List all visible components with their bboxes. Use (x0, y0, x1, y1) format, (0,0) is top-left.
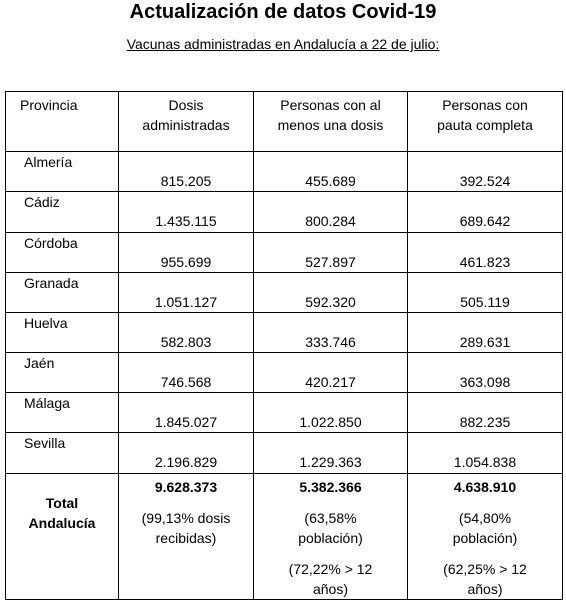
table-row-huelva (6, 313, 563, 353)
table-header-row (6, 92, 563, 152)
page-title: Actualización de datos Covid-19 (129, 1, 437, 23)
total-label-line1: Total (45, 495, 79, 511)
total-dosis-note-line1: (99,13% dosis (141, 510, 231, 526)
total-pauta-note2-line1: (62,25% > 12 (443, 561, 527, 577)
cell-pauta: 392.524 (408, 152, 563, 192)
table-row-cordoba (6, 233, 563, 273)
table-row-granada (6, 273, 563, 313)
total-pauta-note2-line2: años) (467, 581, 503, 597)
table-row-malaga (6, 393, 563, 433)
cell-dosis: 2.196.829 (119, 433, 254, 474)
vaccination-table (5, 91, 563, 600)
table-row-cadiz (6, 192, 563, 233)
total-una-dosis-value: 5.382.366 (299, 479, 362, 495)
header-una-dosis (254, 92, 408, 152)
header-pauta (408, 92, 563, 152)
cell-pauta: 461.823 (408, 233, 563, 273)
cell-total-una-dosis (254, 474, 408, 600)
cell-provincia: Córdoba (6, 233, 119, 273)
table-row-almeria (6, 152, 563, 192)
total-una-dosis-note-line2: población) (298, 530, 363, 546)
cell-total-pauta (408, 474, 563, 600)
header-pauta-line1: Personas con (442, 97, 528, 113)
total-pauta-value: 4.638.910 (453, 479, 517, 495)
cell-pauta: 289.631 (408, 313, 563, 353)
total-label-line2: Andalucía (28, 515, 96, 531)
table-row-jaen (6, 353, 563, 393)
cell-dosis: 1.845.027 (119, 393, 254, 433)
cell-provincia: Sevilla (6, 433, 119, 474)
total-pauta-note-line2: población) (452, 530, 518, 546)
page-subtitle: Vacunas administradas en Andalucía a 22 de julio: (126, 36, 440, 52)
header-una-dosis-line2: menos una dosis (277, 117, 384, 133)
total-una-dosis-note2-line1: (72,22% > 12 (288, 561, 373, 577)
cell-provincia: Jaén (6, 353, 119, 393)
cell-una-dosis: 420.217 (254, 353, 408, 393)
header-provincia-label: Provincia (20, 97, 78, 113)
total-dosis-note-line2: recibidas) (155, 530, 217, 546)
cell-una-dosis: 527.897 (254, 233, 408, 273)
total-una-dosis-note-line1: (63,58% (304, 510, 357, 526)
cell-pauta: 882.235 (408, 393, 563, 433)
cell-dosis: 815.205 (119, 152, 254, 192)
cell-total-label (6, 474, 119, 600)
cell-dosis: 1.051.127 (119, 273, 254, 313)
header-dosis-line1: Dosis (168, 97, 204, 113)
cell-una-dosis: 455.689 (254, 152, 408, 192)
header-provincia (6, 92, 119, 152)
header-dosis (119, 92, 254, 152)
total-pauta-note-line1: (54,80% (458, 510, 512, 526)
cell-provincia: Almería (6, 152, 119, 192)
cell-una-dosis: 1.022.850 (254, 393, 408, 433)
cell-provincia: Cádiz (6, 192, 119, 233)
cell-provincia: Huelva (6, 313, 119, 353)
cell-dosis: 1.435.115 (119, 192, 254, 233)
cell-pauta: 689.642 (408, 192, 563, 233)
cell-una-dosis: 592.320 (254, 273, 408, 313)
cell-dosis: 746.568 (119, 353, 254, 393)
table-row-total (6, 474, 563, 600)
cell-dosis: 582.803 (119, 313, 254, 353)
header-pauta-line2: pauta completa (437, 117, 533, 133)
cell-pauta: 1.054.838 (408, 433, 563, 474)
total-dosis-value: 9.628.373 (154, 479, 218, 495)
table-row-sevilla (6, 433, 563, 474)
cell-total-dosis (119, 474, 254, 600)
cell-provincia: Granada (6, 273, 119, 313)
header-dosis-line2: administradas (142, 117, 230, 133)
cell-una-dosis: 1.229.363 (254, 433, 408, 474)
cell-una-dosis: 800.284 (254, 192, 408, 233)
cell-una-dosis: 333.746 (254, 313, 408, 353)
cell-pauta: 505.119 (408, 273, 563, 313)
total-una-dosis-note2-line2: años) (312, 581, 349, 597)
header-una-dosis-line1: Personas con al (280, 97, 381, 113)
cell-pauta: 363.098 (408, 353, 563, 393)
cell-dosis: 955.699 (119, 233, 254, 273)
cell-provincia: Málaga (6, 393, 119, 433)
